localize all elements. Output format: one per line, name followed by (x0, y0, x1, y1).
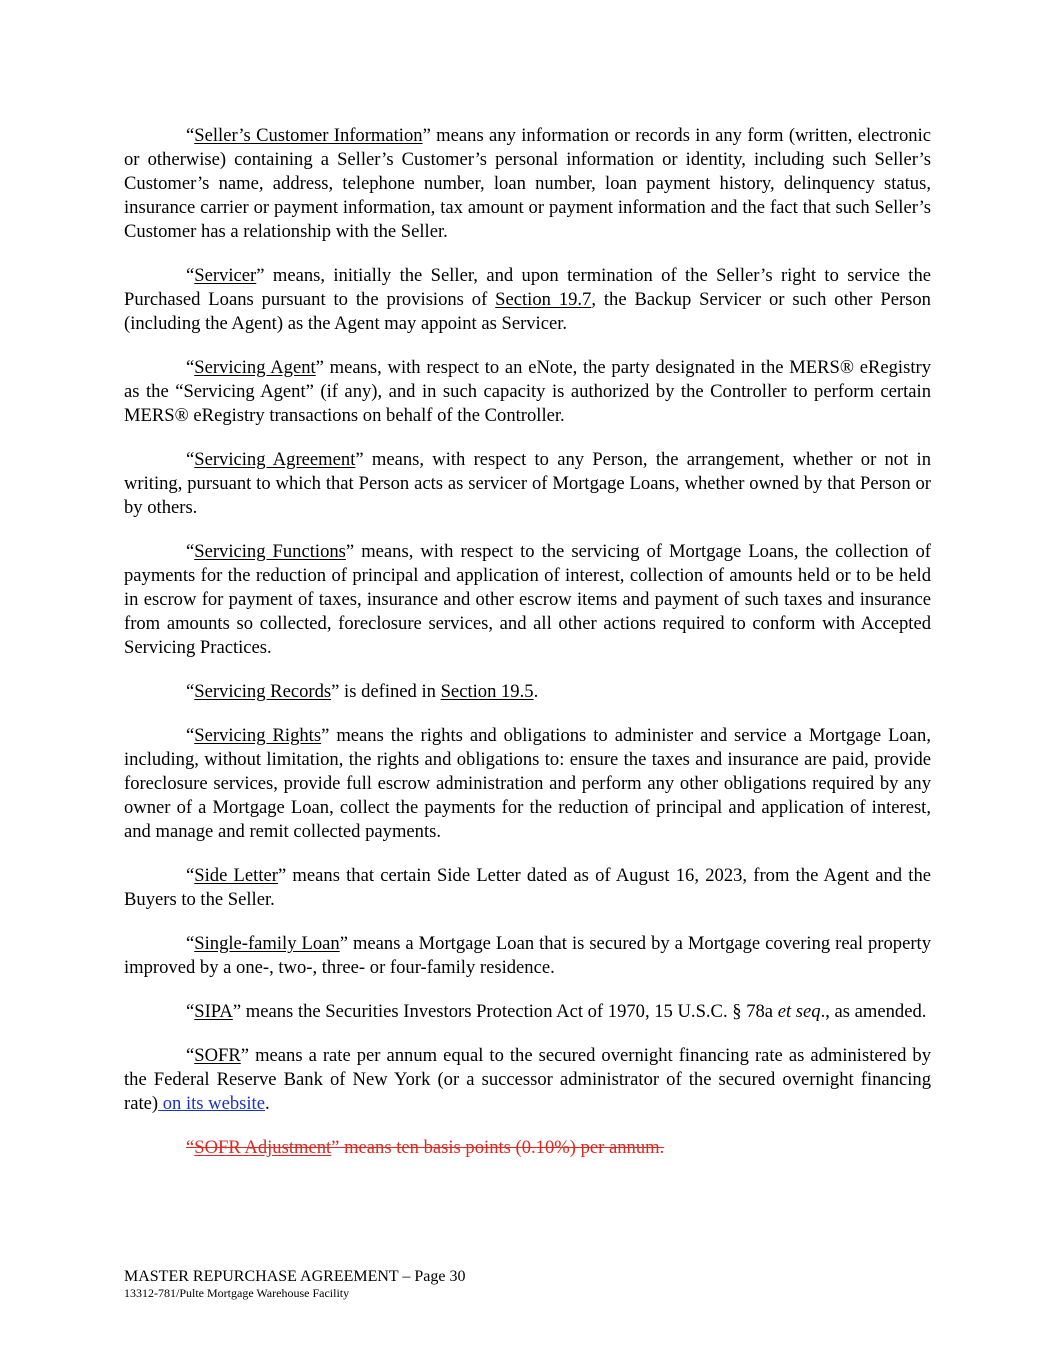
definition-side-letter: “Side Letter” means that certain Side Letter dated as of August 16, 2023, from the Agent and the Buyers to the Seller. (124, 865, 931, 910)
defined-term: Side Letter (194, 865, 278, 886)
definition-servicing-agent: “Servicing Agent” means, with respect to an eNote, the party designated in the MERS® eRegistry as the “Servicing Agent” (if any), and in such capacity is authorized by the Controller to perform certain MERS® eRegistry transactions on behalf of the Controller. (124, 357, 931, 426)
defined-term: Servicer (194, 265, 257, 286)
definition-text: . (533, 681, 539, 702)
definition-text: means that certain Side Letter dated as of August 16, 2023, from the Agent and the Buyers to the Seller. (124, 865, 931, 910)
defined-term: SOFR Adjustment (194, 1137, 332, 1158)
definition-text: means, with respect to any Person, the arrangement, whether or not in writing, pursuant to which that Person acts as servicer of Mortgage Loans, whether owned by that Person or by others. (124, 449, 931, 518)
definition-text: means, with respect to an eNote, the party designated in the MERS® eRegistry as the “Servicing Agent” (if any), and in such capacity is authorized by the Controller to perform certain MERS® eRegistry transactions on behalf of the Controller. (124, 357, 931, 426)
definition-servicing-records: “Servicing Records” is defined in Section 19.5. (186, 681, 539, 702)
definition-text: . (264, 1093, 270, 1114)
defined-term: Servicing Functions (194, 541, 346, 562)
definition-text: means the rights and obligations to administer and service a Mortgage Loan, including, without limitation, the rights and obligations to: ensure the taxes and insurance are paid, provide foreclosure services, provide full escrow administration and perform any other obligations required by any owner of a Mortgage Loan, collect the payments for the reduction of principal and application of interest, and manage and remit collected payments. (124, 725, 931, 842)
defined-term: Servicing Rights (194, 725, 322, 746)
definition-text: ., as amended. (820, 1001, 927, 1022)
definition-text: means the Securities Investors Protection Act of 1970, 15 U.S.C. § 78a (241, 1001, 778, 1022)
footer-doc-id: 13312-781/Pulte Mortgage Warehouse Facility (124, 1286, 350, 1300)
definition-sipa: “SIPA” means the Securities Investors Protection Act of 1970, 15 U.S.C. § 78a et seq., as amended. (186, 1001, 927, 1022)
definition-sellers-customer-information: “Seller’s Customer Information” means any information or records in any form (written, electronic or otherwise) containing a Seller’s Customer’s personal information or identity, including such Seller’s Customer’s name, address, telephone number, loan number, loan payment history, delinquency status, insurance carrier or payment information, tax amount or payment information and the fact that such Seller’s Customer has a relationship with the Seller. (124, 125, 931, 242)
definitions-section (124, 124, 931, 1180)
page-footer (124, 1268, 466, 1300)
defined-term: SOFR (194, 1045, 241, 1066)
definition-servicer: “Servicer” means, initially the Seller, and upon termination of the Seller’s right to service the Purchased Loans pursuant to the provisions of Section 19.7, the Backup Servicer or such other Person (including the Agent) as the Agent may appoint as Servicer. (124, 265, 931, 334)
definition-sofr: “SOFR” means a rate per annum equal to the secured overnight financing rate as administered by the Federal Reserve Bank of New York (or a successor administrator of the secured overnight financing rate) on its website. (124, 1045, 931, 1114)
defined-term: Servicing Records (194, 681, 332, 702)
definition-text: means a rate per annum equal to the secured overnight financing rate as administered by the Federal Reserve Bank of New York (or a successor administrator of the secured overnight financing rate) (124, 1045, 931, 1114)
definition-servicing-functions: “Servicing Functions” means, with respect to the servicing of Mortgage Loans, the collection of payments for the reduction of principal and application of interest, collection of amounts held or to be held in escrow for payment of taxes, insurance and other escrow items and payment of such taxes and insurance from amounts so collected, foreclosure services, and all other actions required to conform with Accepted Servicing Practices. (124, 541, 931, 658)
definition-text: means, initially the Seller, and upon termination of the Seller’s right to service the Purchased Loans pursuant to the provisions of (124, 265, 931, 310)
italic-text: et seq (777, 1001, 821, 1022)
footer-title: MASTER REPURCHASE AGREEMENT – Page 30 (124, 1268, 466, 1285)
definition-text: means, with respect to the servicing of Mortgage Loans, the collection of payments for the reduction of principal and application of interest, collection of amounts held or to be held in escrow for payment of taxes, insurance and other escrow items and payment of such taxes and insurance from amounts so collected, foreclosure services, and all other actions required to conform with Accepted Servicing Practices. (124, 541, 931, 658)
section-reference: Section 19.7 (495, 289, 592, 310)
definition-text: , the Backup Servicer or such other Person (including the Agent) as the Agent may appoint as Servicer. (124, 289, 931, 334)
defined-term: Seller’s Customer Information (194, 125, 423, 146)
definition-servicing-agreement: “Servicing Agreement” means, with respect to any Person, the arrangement, whether or not in writing, pursuant to which that Person acts as servicer of Mortgage Loans, whether owned by that Person or by others. (124, 449, 931, 518)
section-reference: Section 19.5 (440, 681, 534, 702)
definition-sofr-adjustment-deleted: “SOFR Adjustment” means ten basis points (0.10%) per annum. (186, 1137, 665, 1158)
definition-text: means ten basis points (0.10%) per annum. (339, 1137, 665, 1158)
defined-term: Single-family Loan (194, 933, 340, 954)
defined-term: SIPA (194, 1001, 233, 1022)
website-link[interactable]: on its website (158, 1093, 265, 1114)
defined-term: Servicing Agent (194, 357, 316, 378)
definition-single-family-loan: “Single-family Loan” means a Mortgage Loan that is secured by a Mortgage covering real property improved by a one-, two-, three- or four-family residence. (124, 933, 931, 978)
definition-text: is defined in (339, 681, 441, 702)
definition-text: means a Mortgage Loan that is secured by a Mortgage covering real property improved by a one-, two-, three- or four-family residence. (124, 933, 931, 978)
definition-text: means any information or records in any form (written, electronic or otherwise) containing a Seller’s Customer’s personal information or identity, including such Seller’s Customer’s name, address, telephone number, loan number, loan payment history, delinquency status, insurance carrier or payment information, tax amount or payment information and the fact that such Seller’s Customer has a relationship with the Seller. (124, 125, 931, 242)
definition-servicing-rights: “Servicing Rights” means the rights and obligations to administer and service a Mortgage Loan, including, without limitation, the rights and obligations to: ensure the taxes and insurance are paid, provide foreclosure services, provide full escrow administration and perform any other obligations required by any owner of a Mortgage Loan, collect the payments for the reduction of principal and application of interest, and manage and remit collected payments. (124, 725, 931, 842)
defined-term: Servicing Agreement (194, 449, 356, 470)
